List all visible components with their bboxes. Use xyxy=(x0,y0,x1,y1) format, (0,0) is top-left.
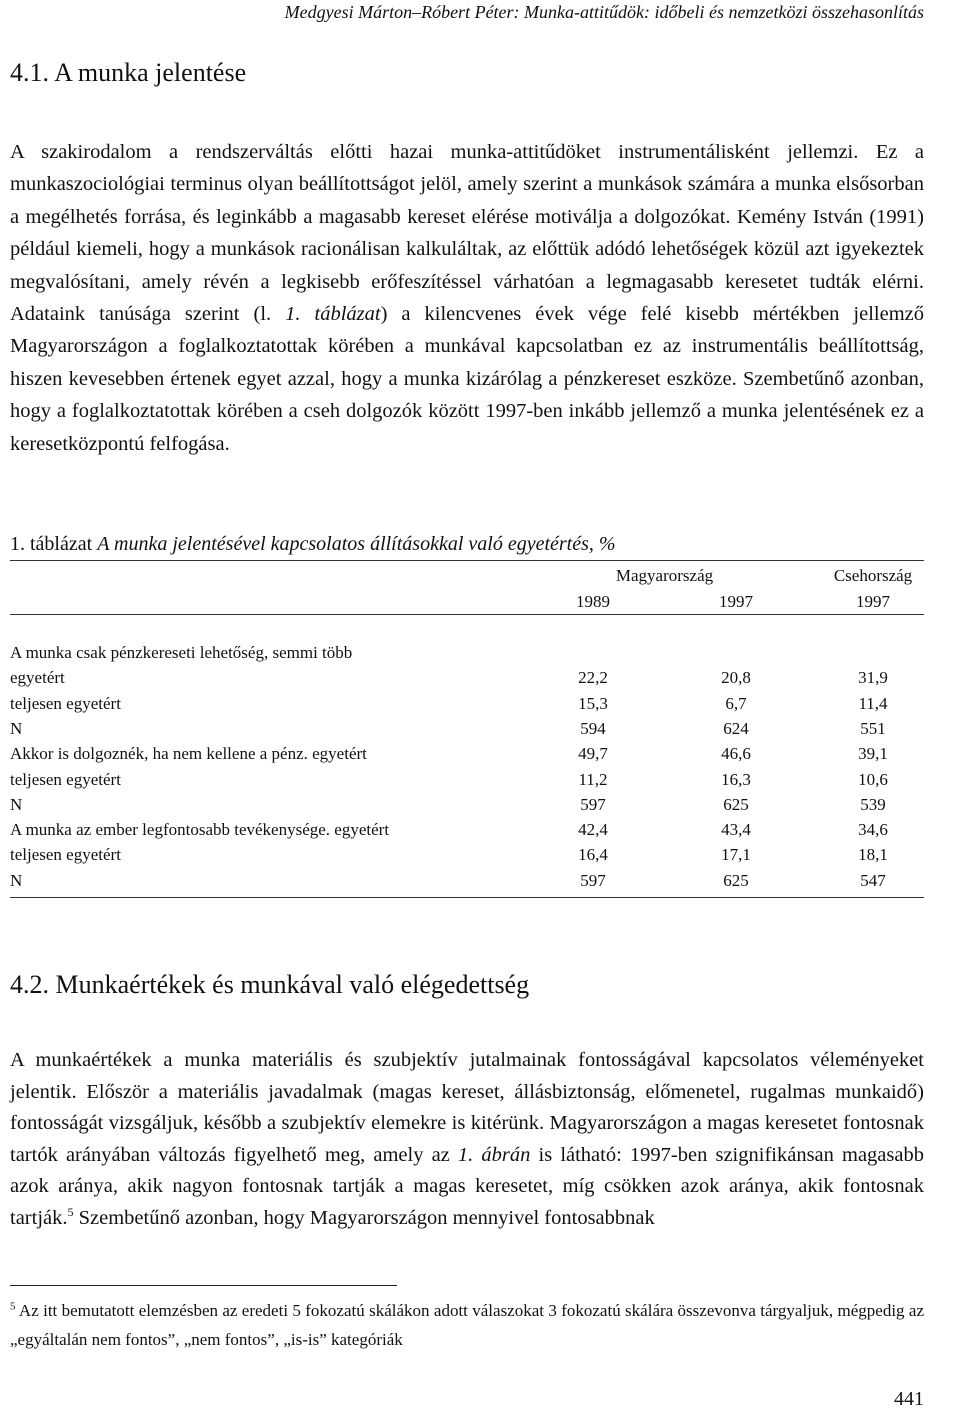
table-cell: 17,1 xyxy=(721,845,751,865)
table-cell: 6,7 xyxy=(725,693,747,713)
table-row-label: Akkor is dolgoznék, ha nem kellene a pénz. egyetért xyxy=(10,744,367,764)
table-cell: 31,9 xyxy=(858,668,888,688)
paragraph-text-end: Szembetűnő azonban, hogy Magyarországon mennyivel fontosabbnak xyxy=(73,1206,655,1229)
footnote xyxy=(10,1296,924,1354)
table-cell: 15,3 xyxy=(578,693,608,713)
table-cell: 11,4 xyxy=(858,693,888,713)
paragraph-work-values xyxy=(10,1045,924,1234)
page-number: 441 xyxy=(894,1388,924,1410)
table-cell: 594 xyxy=(580,718,606,738)
running-head: Medgyesi Márton–Róbert Péter: Munka-attitűdök: időbeli és nemzetközi összehasonlítás xyxy=(284,2,924,22)
column-group-czech: Csehország xyxy=(833,566,913,585)
table-row-label: N xyxy=(10,718,23,738)
footnote-marker: 5 xyxy=(67,1204,74,1219)
table-cell: 16,3 xyxy=(721,769,751,789)
table-caption-title: A munka jelentésével kapcsolatos állításokkal való egyetértés, % xyxy=(97,533,616,555)
table-reference: 1. táblázat xyxy=(285,303,381,326)
table-cell: 625 xyxy=(723,870,749,890)
column-year-hu-1989: 1989 xyxy=(576,592,610,611)
table-bottom-rule xyxy=(10,897,924,898)
table-cell: 22,2 xyxy=(578,668,608,688)
paragraph-text: A szakirodalom a rendszerváltás előtti hazai munka-attitűdöket instrumentálisként jellemzi. Ez a munkaszociológiai terminus olyan beállítottságot jelöl, amely szerint a munkások számára a munka elsősorban a megélhetés forrása, és leginkább a magasabb kereset elérése motiválja a dolgozókat. Kemény István (1991) például kiemeli, hogy a munkások racionálisan kalkuláltak, az előttük adódó lehetőségek közül azt igyekeztek megvalósítani, amely révén a legkisebb erőfeszítéssel várhatóan a legmagasabb keresetet tudták elérni. Adataink tanúsága szerint (l. xyxy=(10,141,924,326)
table-header-rule xyxy=(10,614,924,615)
paragraph-meaning-of-work xyxy=(10,136,924,460)
table-row xyxy=(10,716,924,741)
footnote-rule xyxy=(10,1285,397,1286)
section-heading-4-2: 4.2. Munkaértékek és munkával való elégedettség xyxy=(10,970,530,999)
table-cell: 624 xyxy=(723,718,749,738)
table-row-label: teljesen egyetért xyxy=(10,769,121,789)
table-row xyxy=(10,868,924,893)
table-row-label: A munka az ember legfontosabb tevékenysége. egyetért xyxy=(10,820,390,840)
footnote-text: Az itt bemutatott elemzésben az eredeti 5 fokozatú skálákon adott válaszokat 3 fokozatú skálára összevonva tárgyaljuk, mégpedig az „egyáltalán nem fontos”, „nem fontos”, „is-is” kategóriák xyxy=(10,1301,924,1349)
table-cell: 11,2 xyxy=(578,769,608,789)
paragraph-text: A munkaértékek a munka materiális és szubjektív jutalmainak fontosságával kapcsolatos véleményeket jelentik. Először a materiális javadalmak (magas kereset, állásbiztonság, előmenetel, rugalmas munkaidő) fontosságát vizsgáljuk, később a szubjektív elemekre is kitérünk. Magyarországon a magas keresetet fontosnak tartók arányában változás figyelhető meg, amely az xyxy=(10,1049,924,1166)
table-row-label: egyetért xyxy=(10,668,65,688)
table-cell: 10,6 xyxy=(858,769,888,789)
footnote-number: 5 xyxy=(10,1300,16,1313)
table-cell: 46,6 xyxy=(721,744,751,764)
table-cell: 34,6 xyxy=(858,820,888,840)
paragraph-text-end: ) a kilencvenes évek vége felé kisebb mértékben jellemző Magyarországon a foglalkoztatottak körében a munkával kapcsolatban ez az instrumentális beállítottság, hiszen kevesebben értenek egyet azzal, hogy a munka kizárólag a pénzkereset eszköze. Szembetűnő azonban, hogy a foglalkoztatottak körében a cseh dolgozók között 1997-ben inkább jellemző a munka jelentésének ez a keresetközpontú felfogása. xyxy=(10,303,924,455)
column-year-cz-1997: 1997 xyxy=(856,592,890,611)
table-cell: 547 xyxy=(860,870,886,890)
table-caption-label: 1. táblázat xyxy=(10,533,93,555)
table-cell: 39,1 xyxy=(858,744,888,764)
table-cell: 18,1 xyxy=(858,845,888,865)
table-row-label: teljesen egyetért xyxy=(10,693,121,713)
table-row-label: teljesen egyetért xyxy=(10,845,121,865)
table-row xyxy=(10,640,924,665)
table-top-rule xyxy=(10,560,924,561)
table-cell: 597 xyxy=(580,794,606,814)
figure-reference: 1. ábrán xyxy=(457,1143,531,1166)
table-cell: 551 xyxy=(860,718,886,738)
table-row-label: N xyxy=(10,870,23,890)
section-heading-4-1: 4.1. A munka jelentése xyxy=(10,58,247,87)
table-row xyxy=(10,817,924,842)
table-row xyxy=(10,767,924,792)
table-cell: 43,4 xyxy=(721,820,751,840)
table-row xyxy=(10,741,924,766)
table-cell: 539 xyxy=(860,794,886,814)
table-row xyxy=(10,691,924,716)
table-caption xyxy=(10,529,924,559)
column-year-hu-1997: 1997 xyxy=(719,592,753,611)
table-row-label: A munka csak pénzkereseti lehetőség, semmi több xyxy=(10,643,353,662)
column-group-hungary: Magyarország xyxy=(615,566,714,585)
table-cell: 20,8 xyxy=(721,668,751,688)
table-cell: 16,4 xyxy=(578,845,608,865)
table-cell: 42,4 xyxy=(578,820,608,840)
table-cell: 625 xyxy=(723,794,749,814)
table-row-label: N xyxy=(10,794,23,814)
table-row xyxy=(10,665,924,690)
table-cell: 49,7 xyxy=(578,744,608,764)
table-row xyxy=(10,792,924,817)
table-row xyxy=(10,842,924,867)
table-cell: 597 xyxy=(580,870,606,890)
paragraph-text-mid: is látható: 1997-ben szignifikánsan magasabb azok aránya, akik nagyon fontosnak tartják a magas keresetet, míg csökken azok aránya, akik fontosnak tartják. xyxy=(10,1143,924,1229)
